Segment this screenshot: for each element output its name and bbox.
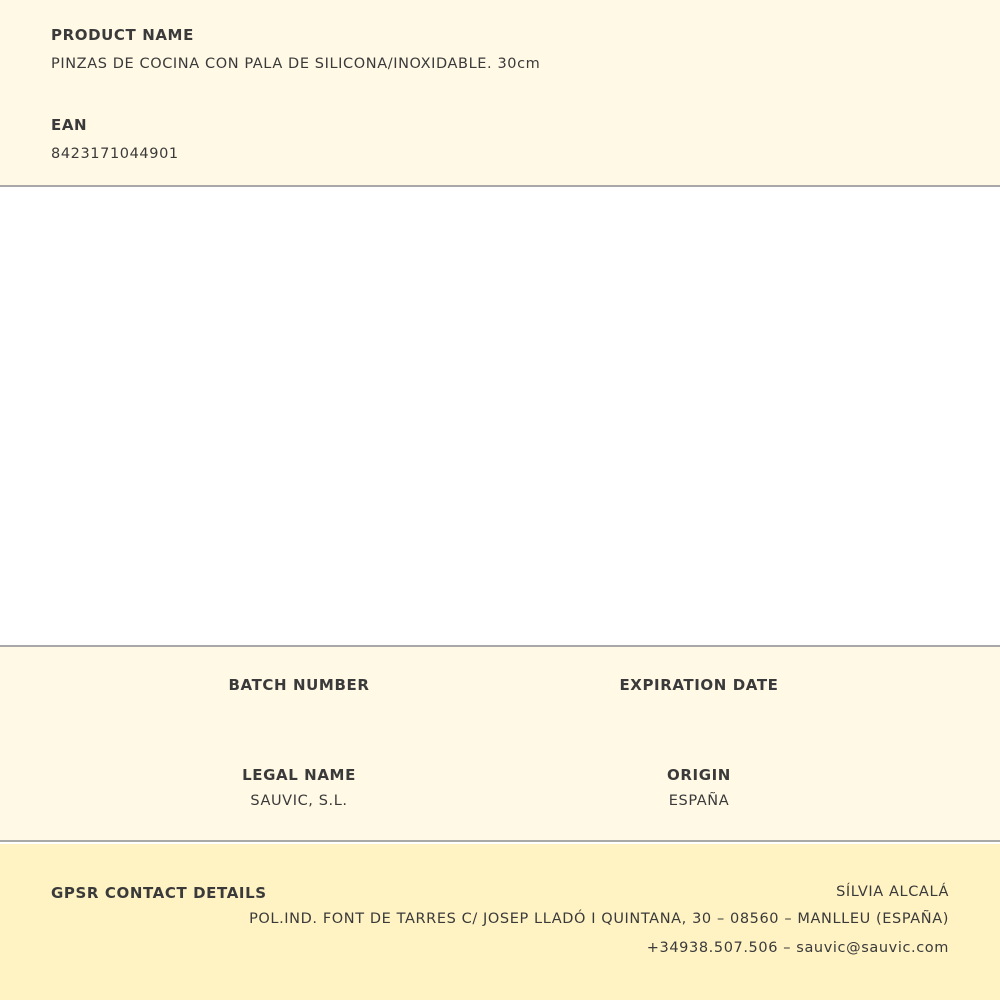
gpsr-contact-label: GPSR CONTACT DETAILS bbox=[51, 884, 267, 902]
origin-label: ORIGIN bbox=[667, 766, 731, 784]
gpsr-contact-section bbox=[0, 844, 1000, 1000]
batch-details-section bbox=[0, 645, 1000, 842]
batch-number-label: BATCH NUMBER bbox=[228, 676, 370, 694]
ean-value: 8423171044901 bbox=[51, 146, 179, 162]
origin-cell bbox=[499, 765, 899, 809]
product-name-label: PRODUCT NAME bbox=[51, 26, 194, 44]
gpsr-contact-name: SÍLVIA ALCALÁ bbox=[836, 884, 949, 900]
ean-label: EAN bbox=[51, 116, 88, 134]
expiration-date-label: EXPIRATION DATE bbox=[619, 676, 779, 694]
expiration-date-cell bbox=[499, 675, 899, 703]
gpsr-address: POL.IND. FONT DE TARRES C/ JOSEP LLADÓ I QUINTANA, 30 – 08560 – MANLLEU (ESPAÑA) bbox=[249, 911, 949, 927]
origin-value: ESPAÑA bbox=[668, 793, 730, 809]
gpsr-phone-email: +34938.507.506 – sauvic@sauvic.com bbox=[646, 940, 949, 956]
product-info-section bbox=[0, 0, 1000, 187]
product-name-value: PINZAS DE COCINA CON PALA DE SILICONA/INOXIDABLE. 30cm bbox=[51, 56, 541, 72]
legal-name-value: SAUVIC, S.L. bbox=[250, 793, 348, 809]
legal-name-cell bbox=[99, 765, 499, 809]
batch-number-cell bbox=[99, 675, 499, 703]
legal-name-label: LEGAL NAME bbox=[242, 766, 356, 784]
blank-area bbox=[0, 187, 1000, 645]
